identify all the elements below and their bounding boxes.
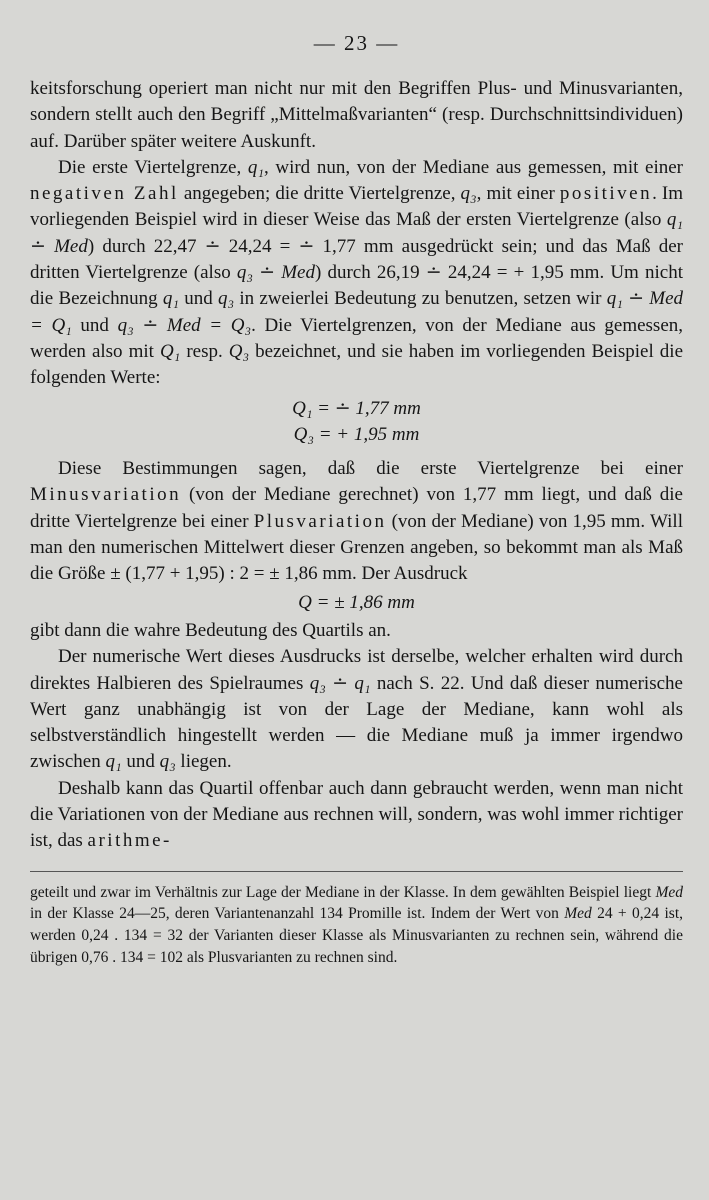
formula-q3: Q₃ = + 1,95 mm <box>293 423 420 445</box>
paragraph-numeric-value: Der numerische Wert dieses Ausdrucks ist derselbe, welcher erhalten wird durch direktes Halbieren des Spielraumes q₃ ∸ q₁ nach S. 22. Und daß dieser numerische Wert ganz unabhängig ist von der Lage der Mediane, kann wohl als selbstverständlich hingestellt werden — die Mediane muß ja immer irgendwo zwischen q₁ und q₃ liegen. <box>30 646 683 773</box>
emphasis-positive: positiven <box>559 183 653 205</box>
emphasis-plusvariation: Plusvariation <box>253 510 387 532</box>
formula-block-quartiles <box>30 396 683 449</box>
formula-q: Q = ± 1,86 mm <box>298 591 415 613</box>
footnote: geteilt und zwar im Verhältnis zur Lage der Mediane in der Klasse. In dem gewählten Beispiel liegt Med in der Klasse 24—25, deren Variantenanzahl 134 Promille ist. Indem der Wert von Med 24 + 0,24 ist, werden 0,24 . 134 = 32 der Varianten dieser Klasse als Minusvarianten zu rechnen sein, während die übrigen 0,76 . 134 = 102 als Plusvarianten zu rechnen sind. <box>30 883 683 966</box>
formula-q1: Q₁ = ∸ 1,77 mm <box>292 397 421 419</box>
emphasis-minusvariation: Minusvariation <box>30 484 182 506</box>
emphasis-arithmetic: arithme- <box>87 830 172 852</box>
paragraph-continuation: keitsforschung operiert man nicht nur mit den Begriffen Plus- und Minusvarianten, sondern stellt auch den Begriff „Mittelmaßvarianten“ (resp. Durchschnittsindividuen) auf. Darüber später weitere Auskunft. <box>30 78 683 152</box>
paragraph-meaning: gibt dann die wahre Bedeutung des Quartils an. <box>30 619 391 641</box>
page-number: — 23 — <box>313 31 400 55</box>
paragraph-quartile-limits: Die erste Viertelgrenze, q₁, wird nun, von der Mediane aus gemessen, mit einer negativen Zahl angegeben; die dritte Viertelgrenze, q₃, mit einer positiven. Im vorliegenden Beispiel wird in dieser Weise das Maß der ersten Viertelgrenze (also q₁ ∸ Med) durch 22,47 ∸ 24,24 = ∸ 1,77 mm ausgedrückt sein; und das Maß der dritten Viertelgrenze (also q₃ ∸ Med) durch 26,19 ∸ 24,24 = + 1,95 mm. Um nicht die Bezeichnung q₁ und q₃ in zweierlei Bedeutung zu benutzen, setzen wir q₁ ∸ Med = Q₁ und q₃ ∸ Med = Q₃. Die Viertelgrenzen, von der Mediane aus gemessen, werden also mit Q₁ resp. Q₃ bezeichnet, und sie haben im vorliegenden Beispiel die folgenden Werte: <box>30 156 684 389</box>
footnote-divider <box>30 871 683 872</box>
paragraph-determinations: Diese Bestimmungen sagen, daß die erste Viertelgrenze bei einer Minusvariation (von der Mediane gerechnet) von 1,77 mm liegt, und daß die dritte Viertelgrenze bei einer Plusvariation (von der Mediane) von 1,95 mm. Will man den numerischen Mittelwert dieser Grenzen angeben, so bekommt man als Maß die Größe ± (1,77 + 1,95) : 2 = ± 1,86 mm. Der Ausdruck <box>30 458 683 585</box>
emphasis-negative: negativen Zahl <box>30 183 179 205</box>
paragraph-conclusion: Deshalb kann das Quartil offenbar auch dann gebraucht werden, wenn man nicht die Variationen von der Mediane aus rechnen will, sondern, was wohl immer richtiger ist, das arithme- <box>30 777 683 852</box>
